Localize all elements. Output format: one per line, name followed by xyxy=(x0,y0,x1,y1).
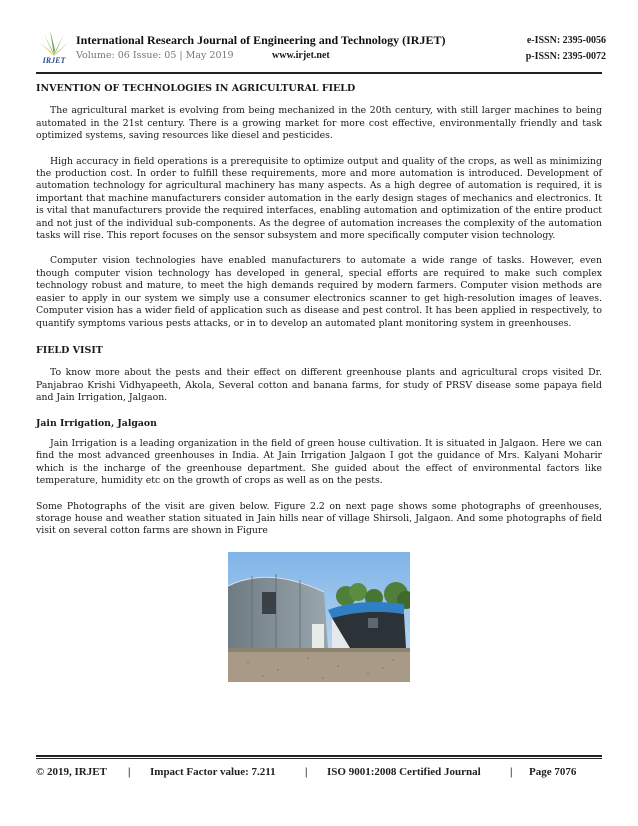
footer-page-number: Page 7076 xyxy=(529,766,577,778)
footer-separator: | xyxy=(510,766,513,778)
paragraph: Some Photographs of the visit are given below. Figure 2.2 on next page shows some photographs of greenhouses, storage house and weather station situated in Jain hills near of village Shirsoli, Jalgaon. And some photographs of field visit on several cotton farms are shown in Figure xyxy=(36,500,602,537)
greenhouse-window xyxy=(262,592,276,614)
footer-divider xyxy=(36,755,602,757)
paragraph: High accuracy in field operations is a prerequisite to optimize output and quality of the crops, as well as minimizing the production cost. In order to fulfill these requirements, more and more automation is introduced. Development of automation technology for agricultural machinery has many aspects. As a high degree of automation is required, it is important that machine manufacturers consider automation in the early design stages of mechanics and electronics. It is vital that manufacturers provide the required interfaces, enabling automation and optimization of the entire product and not just of the individual sub-components. As the degree of automation increases the complexity of the automation tasks will rise. This report focuses on the sensor subsystem and more specifically computer vision technology. xyxy=(36,155,602,242)
greenhouse-photo xyxy=(228,552,410,682)
paragraph: To know more about the pests and their effect on different greenhouse plants and agricultural crops visited Dr. Panjabrao Krishi Vidhyapeeth, Akola, Several cotton and banana farms, for study of PRSV disease some papaya field and Jain Irrigation, Jalgaon. xyxy=(36,367,602,404)
footer-divider-thin xyxy=(36,758,602,759)
subsection-heading-jain: Jain Irrigation, Jalgaon xyxy=(36,417,157,429)
paragraph: Jain Irrigation is a leading organization in the field of green house cultivation. It is situated in Jalgaon. Here we can find the most advanced greenhouses in India. At Jain Irrigation Jalgaon I got the guidance of Mrs. Kalyani Moharir which is the incharge of the greenhouse department. She guided about the effect of environmental factors like temperature, humidity etc on the growth of crops as well as on the pests. xyxy=(36,437,602,487)
section-heading-invention: INVENTION OF TECHNOLOGIES IN AGRICULTURAL FIELD xyxy=(36,83,356,94)
paragraph: Computer vision technologies have enabled manufacturers to automate a wide range of tasks. However, even though computer vision technology has developed in general, special efforts are required to make such complex technology robust and mature, to meet the high demands required by modern farmers. Computer vision methods are easier to apply in our system we simply use a consumer electronics scanner to get high-resolution images of leaves. Computer vision has a wider field of application such as disease and pest control. It has been applied in respectively, to quantify symptoms various pests attacks, or in to develop an automated plant monitoring system in greenhouses. xyxy=(36,255,602,329)
paragraph: The agricultural market is evolving from being mechanized in the 20th century, with still larger machines to being automated in the 21st century. There is a growing market for more cost effective, environmentally friendly and task optimized systems, saving resources like diesel and pesticides. xyxy=(36,105,602,142)
journal-logo-icon xyxy=(36,28,72,68)
page-header xyxy=(36,28,606,68)
p-issn: p-ISSN: 2395-0072 xyxy=(525,51,606,62)
footer-impact-factor: Impact Factor value: 7.211 xyxy=(150,766,276,778)
e-issn: e-ISSN: 2395-0056 xyxy=(526,35,606,46)
volume-issue: Volume: 06 Issue: 05 | May 2019 xyxy=(76,50,234,61)
footer-copyright: © 2019, IRJET xyxy=(36,766,107,778)
footer-separator: | xyxy=(305,766,308,778)
article-body xyxy=(36,83,602,551)
section-heading-field-visit: FIELD VISIT xyxy=(36,344,103,356)
greenhouse-door xyxy=(312,624,324,648)
footer-separator: | xyxy=(128,766,131,778)
footer-iso: ISO 9001:2008 Certified Journal xyxy=(327,766,481,778)
blue-roof-greenhouse xyxy=(328,602,406,648)
journal-title: International Research Journal of Engineering and Technology (IRJET) xyxy=(76,33,446,47)
journal-website-link[interactable]: www.irjet.net xyxy=(272,50,330,61)
header-divider xyxy=(36,72,602,74)
logo-text: IRJET xyxy=(42,56,66,65)
ground xyxy=(228,648,410,682)
